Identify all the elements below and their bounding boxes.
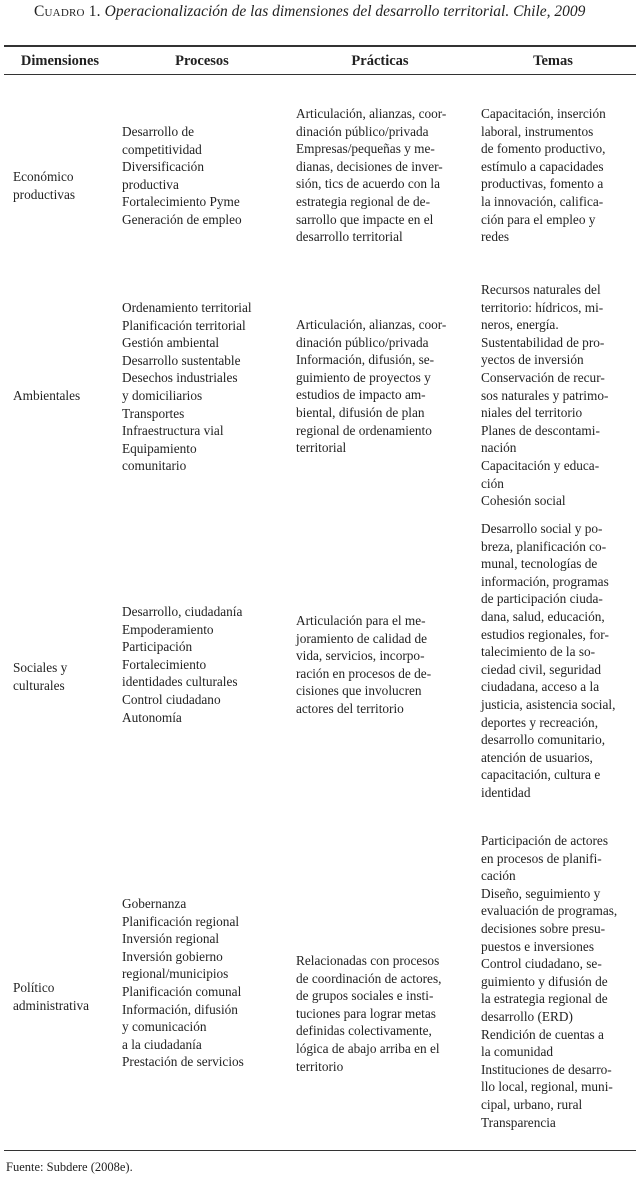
row-politico-dimension: Político administrativa xyxy=(13,980,90,1013)
row-economico-procesos: Desarrollo de competitividad Diversificación productiva Fortalecimiento Pyme Generación de empleo xyxy=(122,124,242,227)
row-politico-procesos: Gobernanza Planificación regional Inversión regional Inversión gobierno regional/municipios Planificación comunal Información, difusión y comunicación a la ciudadanía Prestación de servicios xyxy=(122,896,244,1070)
row-sociales-temas: Desarrollo social y po- breza, planificación co- munal, tecnologías de información, programas de participación ciuda- dana, salud, educación, estudios regionales, for- talecimiento de la so- ciedad civil, seguridad ciudadana, acceso a la justicia, asistencia social, deportes y recreación, desarrollo comunitario, atención de usuarios, capacitación, cultura e identidad xyxy=(481,521,616,800)
table-caption xyxy=(34,3,634,21)
caption-label: Cuadro 1. xyxy=(34,3,101,20)
row-ambientales-temas: Recursos naturales del territorio: hídricos, mi- neros, energía. Sustentabilidad de pro- yectos de inversión Conservación de recur- sos naturales y patrimo- niales del territorio Planes de descontami- nación Capacitación y educa- ción Cohesión social xyxy=(481,282,609,509)
bottom-rule xyxy=(4,1150,636,1151)
source-note: Fuente: Subdere (2008e). xyxy=(6,1160,133,1174)
row-politico-practicas: Relacionadas con procesos de coordinación de actores, de grupos sociales e insti- tuciones para lograr metas definidas colectivamente, lógica de abajo arriba en el territorio xyxy=(296,953,442,1074)
header-temas: Temas xyxy=(533,53,573,69)
header-dimensiones: Dimensiones xyxy=(20,53,100,69)
header-procesos: Procesos xyxy=(175,53,229,69)
row-sociales-procesos: Desarrollo, ciudadanía Empoderamiento Participación Fortalecimiento identidades culturales Control ciudadano Autonomía xyxy=(122,604,243,725)
row-politico-temas: Participación de actores en procesos de planifi- cación Diseño, seguimiento y evaluación de programas, decisiones sobre presu- puestos e inversiones Control ciudadano, se- guimiento y difusión de la estrategia regional de desarrollo (ERD) Rendición de cuentas a la comunidad Instituciones de desarro- llo local, regional, muni- cipal, urbano, rural Transparencia xyxy=(481,833,618,1130)
header-rule xyxy=(4,74,636,75)
row-ambientales-dimension: Ambientales xyxy=(13,388,81,403)
top-rule xyxy=(4,45,636,47)
row-ambientales-procesos: Ordenamiento territorial Planificación territorial Gestión ambiental Desarrollo sustentable Desechos industriales y domiciliarios Transportes Infraestructura vial Equipamiento comunitario xyxy=(122,300,252,474)
row-ambientales-practicas: Articulación, alianzas, coor- dinación público/privada Información, difusión, se- guimiento de proyectos y estudios de impacto am- biental, difusión de plan regional de ordenamiento territorial xyxy=(296,317,447,456)
row-economico-temas: Capacitación, inserción laboral, instrumentos de fomento productivo, estímulo a capacidades productivas, fomento a la innovación, califica- ción para el empleo y redes xyxy=(481,106,606,245)
row-economico-practicas: Articulación, alianzas, coor- dinación público/privada Empresas/pequeñas y me- dianas, decisiones de inver- sión, tics de acuerdo con la estrategia regional de de- sarrollo que impacte en el desarrollo territorial xyxy=(296,106,447,245)
header-practicas: Prácticas xyxy=(351,53,409,69)
row-economico-dimension: Económico productivas xyxy=(13,169,76,202)
row-sociales-dimension: Sociales y culturales xyxy=(13,660,68,693)
caption-title: Operacionalización de las dimensiones del desarrollo territorial. Chile, 2009 xyxy=(104,3,586,20)
row-sociales-practicas: Articulación para el me- joramiento de calidad de vida, servicios, incorpo- ración en procesos de de- cisiones que involucren actores del territorio xyxy=(296,613,432,716)
